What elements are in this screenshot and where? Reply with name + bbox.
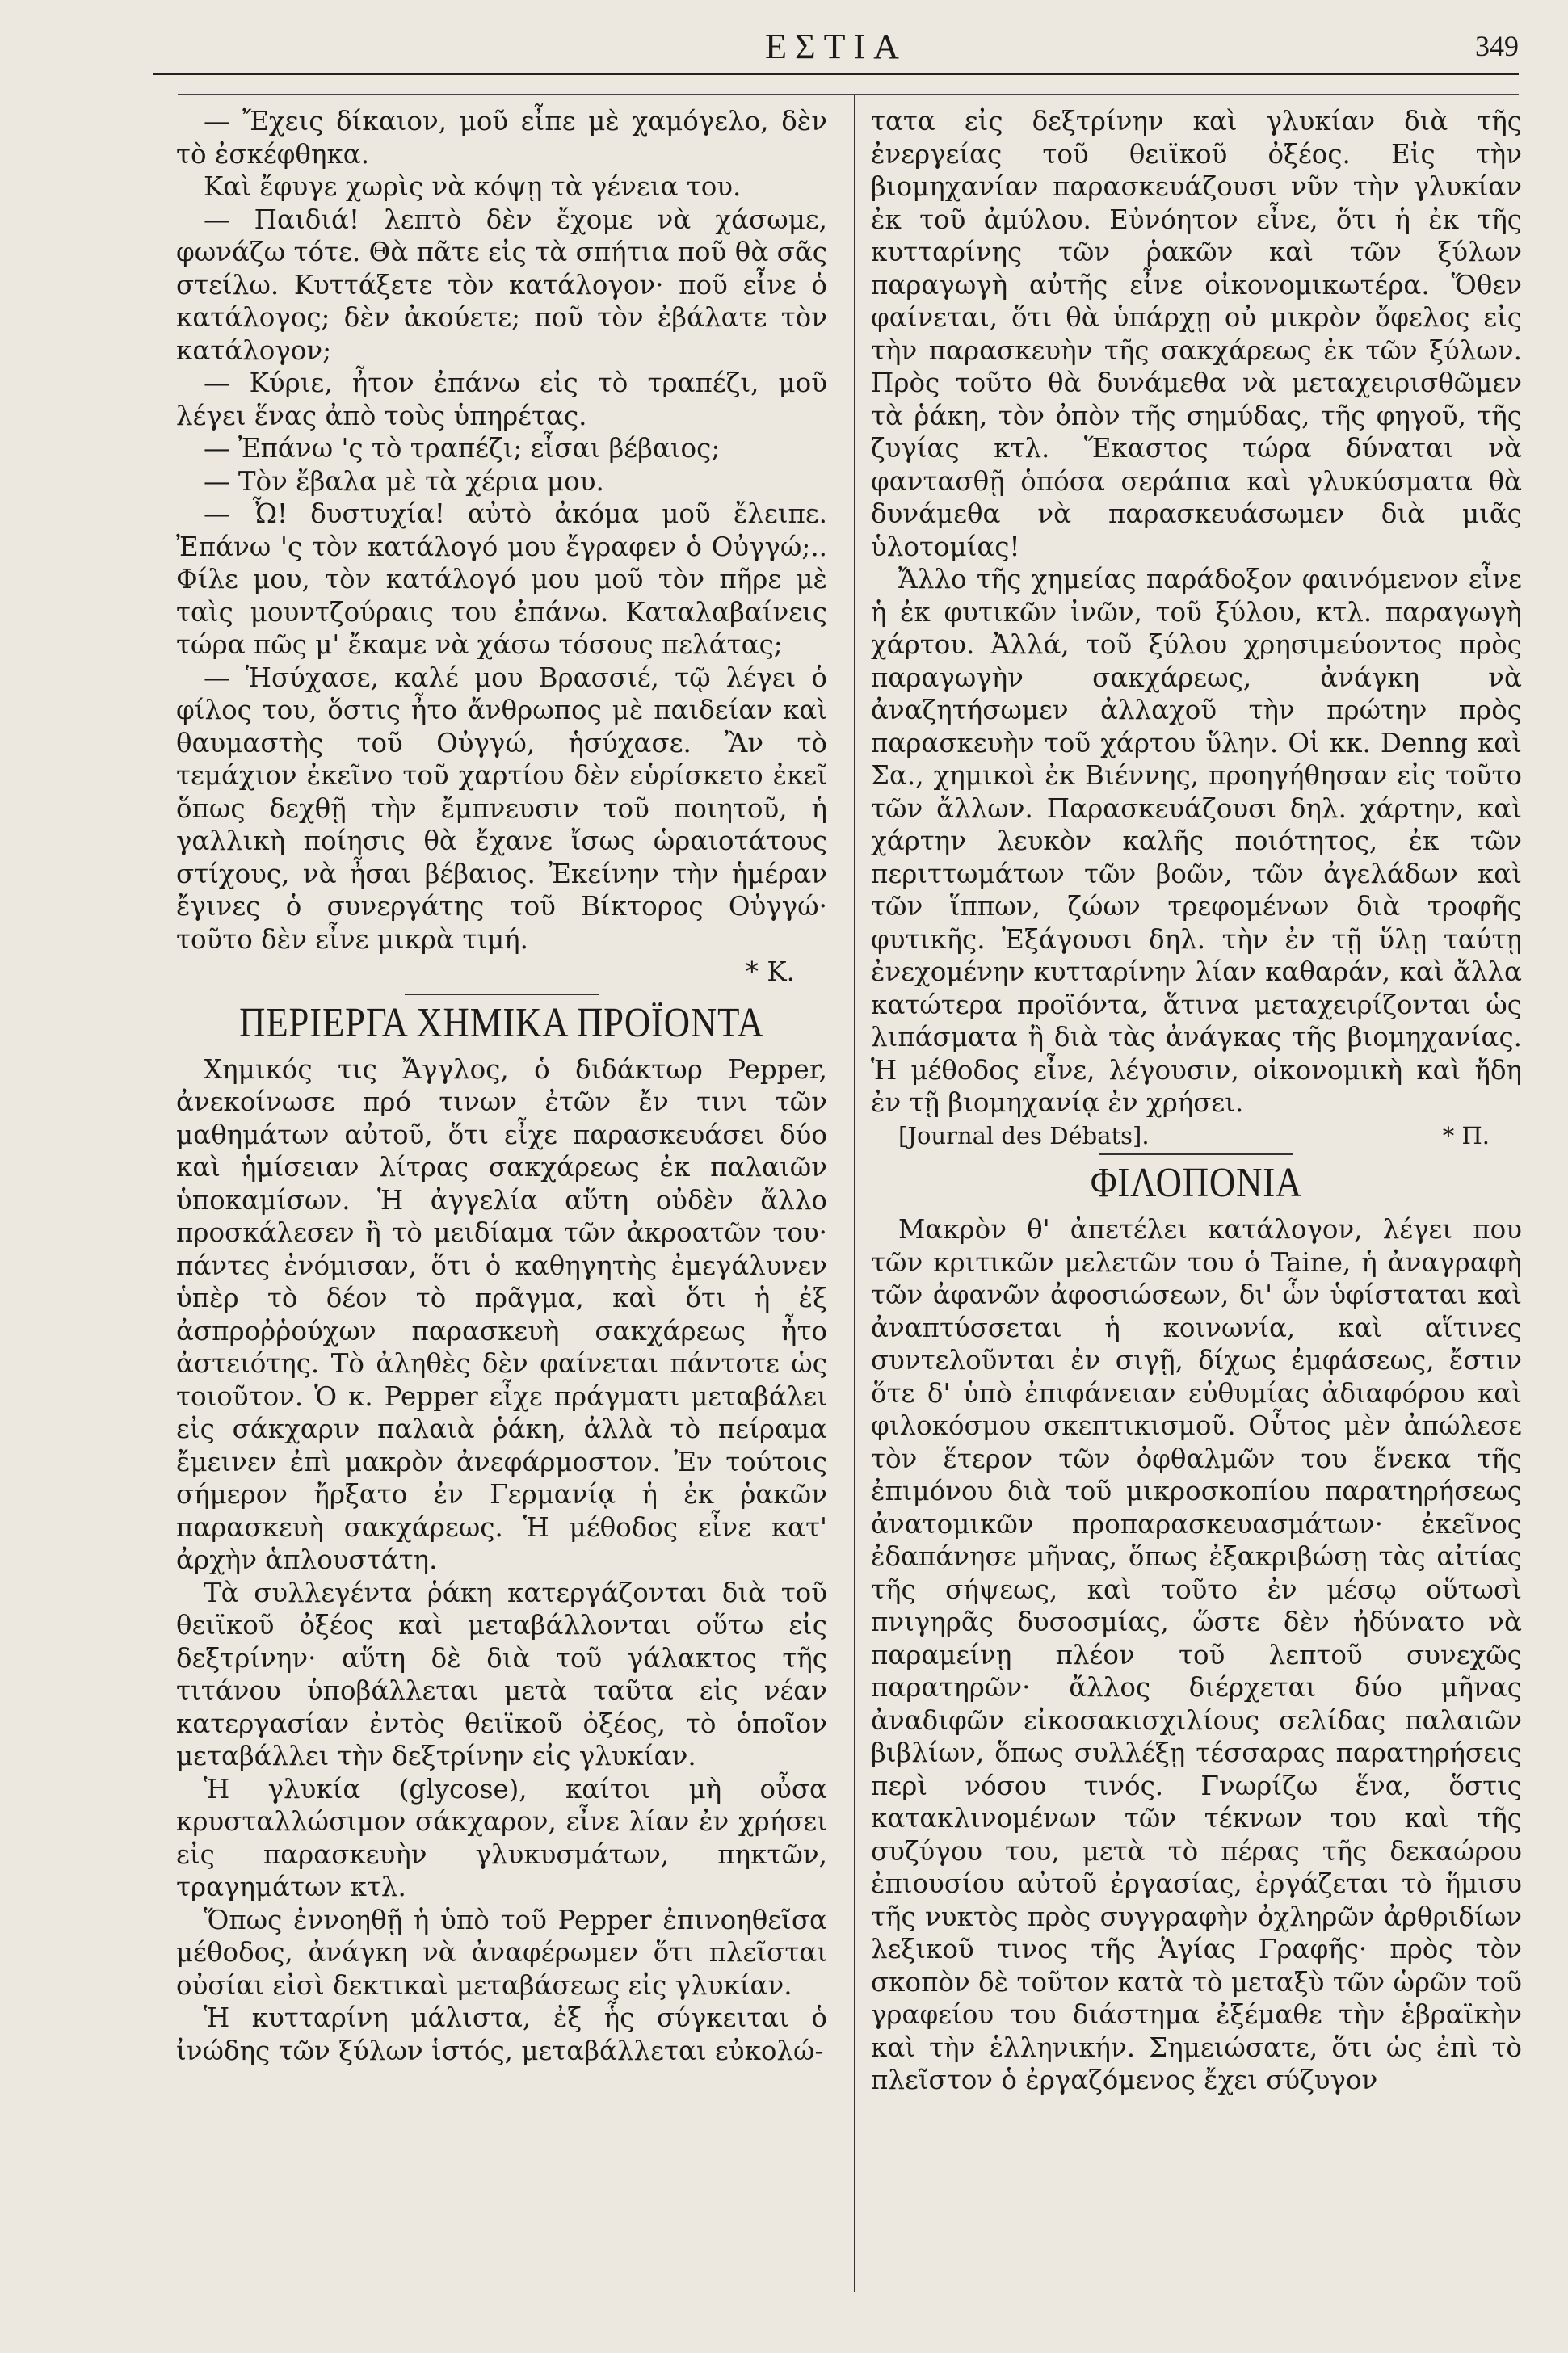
dialogue-line: — Τὸν ἔβαλα μὲ τὰ χέρια μου. bbox=[204, 465, 604, 497]
article-paragraph: Μακρὸν θ' ἀπετέλει κατάλογον, λέγει που τῶν κριτικῶν μελετῶν του ὁ Taine, ἡ ἀναγραφὴ τῶν ἀφανῶν ἀφοσιώσεων, δι' ὧν ὑφίσταται καὶ ἀναπτύσσεται ἡ κοινωνία, καὶ αἵτινες συντελοῦνται ἐν σιγῇ, δίχως ἐμφάσεως, ἔστιν ὅτε δ' ὑπὸ ἐπιφάνειαν εὐθυμίας ἀδιαφόρου καὶ φιλοκόσμου σκεπτικισμοῦ. Οὗτος μὲν ἀπώλεσε τὸν ἕτερον τῶν ὀφθαλμῶν του ἕνεκα τῆς ἐπιμόνου διὰ τοῦ μικροσκοπίου παρατηρήσεως ἀνατομικῶν προπαρασκευασμάτων· ἐκεῖνος ἐδαπάνησε μῆνας, ὅπως ἐξακριβώσῃ τὰς αἰτίας τῆς σήψεως, καὶ τοῦτο ἐν μέσῳ οὕτωσὶ πνιγηρᾶς δυσοσμίας, ὥστε δὲν ἠδύνατο νὰ παραμείνῃ πλέον τοῦ λεπτοῦ συνεχῶς παρατηρῶν· ἄλλος διέρχεται δύο μῆνας ἀναδιφῶν εἰκοσακισχιλίους σελίδας παλαιῶν βιβλίων, ὅπως συλλέξῃ τέσσαρας παρατηρήσεις περὶ νόσου τινός. Γνωρίζω ἕνα, ὅστις κατακλινομένων τῶν τέκνων του καὶ τῆς συζύγου του, μετὰ τὸ πέρας τῆς δεκαώρου ἐπιουσίου αὐτοῦ ἐργασίας, ἐργάζεται τὸ ἥμισυ τῆς νυκτὸς πρὸς συγγραφὴν ὀχληρῶν ἀρθριδίων λεξικοῦ τινος τῆς Ἁγίας Γραφῆς· πρὸς τὸν σκοπὸν δὲ τοῦτον κατὰ τὸ μεταξὺ τῶν ὡρῶν τοῦ γραφείου του διάστημα ἐξέμαθε τὴν ἑβραϊκὴν καὶ τὴν ἑλληνικήν. Σημειώσατε, ὅτι ὡς ἐπὶ τὸ πλεῖστον ὁ ἐργαζόμενος ἔχει σύζυγον bbox=[871, 1214, 1522, 2095]
column-divider bbox=[854, 95, 855, 2292]
section-separator bbox=[405, 994, 599, 995]
article-paragraph: Χημικός τις Ἄγγλος, ὁ διδάκτωρ Pepper, ἀνεκοίνωσε πρό τινων ἐτῶν ἔν τινι τῶν μαθημάτων αὐτοῦ, ὅτι εἶχε παρασκευάσει δύο καὶ ἡμίσειαν λίτρας σακχάρεως ἐκ παλαιῶν ὑποκαμίσων. Ἡ ἀγγελία αὕτη οὐδὲν ἄλλο προσκάλεσεν ἢ τὸ μειδίαμα τῶν ἀκροατῶν του· πάντες ἐνόμισαν, ὅτι ὁ καθηγητὴς ἐμεγάλυνεν ὑπὲρ τὸ δέον τὸ πρᾶγμα, καὶ ὅτι ἡ ἐξ ἀσπροῤῥούχων παρασκευὴ σακχάρεως ἦτο ἀστειότης. Τὸ ἀληθὲς δὲν φαίνεται πάντοτε ὡς τοιοῦτον. Ὁ κ. Pepper εἶχε πράγματι μεταβάλει εἰς σάκχαριν παλαιὰ ῥάκη, ἀλλὰ τὸ πείραμα ἔμεινεν ἐπὶ μακρὸν ἀνεφάρμοστον. Ἐν τούτοις σήμερον ἤρξατο ἐν Γερμανίᾳ ἡ ἐκ ῥακῶν παρασκευὴ σακχάρεως. Ἡ μέθοδος εἶνε κατ' ἀρχὴν ἁπλουστάτη. bbox=[176, 1053, 827, 1575]
journal-title: ΕΣΤΙΑ bbox=[765, 27, 907, 66]
source-label: [Journal des Débats]. bbox=[898, 1121, 1150, 1149]
dialogue-line: — Κύριε, ἦτον ἐπάνω εἰς τὸ τραπέζι, μοῦ λέγει ἕνας ἀπὸ τοὺς ὑπηρέτας. bbox=[176, 368, 827, 431]
article-paragraph: Ἡ γλυκία (glycose), καίτοι μὴ οὖσα κρυσταλλώσιμον σάκχαρον, εἶνε λίαν ἐν χρήσει εἰς παρασκευὴν γλυκυσμάτων, πηκτῶν, τραγημάτων κτλ. bbox=[176, 1773, 827, 1902]
left-column bbox=[176, 105, 827, 2067]
article-title: ΠΕΡΙΕΡΓΑ ΧΗΜΙΚΑ ΠΡΟΪΟΝΤΑ bbox=[239, 999, 764, 1046]
page-header bbox=[153, 26, 1519, 66]
article-source bbox=[871, 1120, 1522, 1153]
right-column bbox=[871, 105, 1522, 2097]
author-signature: * Π. bbox=[1442, 1121, 1490, 1149]
article-paragraph: Ἄλλο τῆς χημείας παράδοξον φαινόμενον εἶνε ἡ ἐκ φυτικῶν ἰνῶν, τοῦ ξύλου, κτλ. παραγωγὴ χάρτου. Ἀλλά, τοῦ ξύλου χρησιμεύοντος πρὸς παραγωγὴν σακχάρεως, ἀνάγκη νὰ ἀναζητήσωμεν ἀλλαχοῦ τὴν πρώτην πρὸς παρασκευὴν τοῦ χάρτου ὕλην. Οἱ κκ. Denng καὶ Σα., χημικοὶ ἐκ Βιέννης, προηγήθησαν εἰς τοῦτο τῶν ἄλλων. Παρασκευάζουσι δηλ. χάρτην, καὶ χάρτην λευκὸν καλῆς ποιότητος, ἐκ τῶν περιττωμάτων τῶν βοῶν, τῶν ἀγελάδων καὶ τῶν ἵππων, ζώων τρεφομένων διὰ τροφῆς φυτικῆς. Ἐξάγουσι δηλ. τὴν ἐν τῇ ὕλῃ ταύτῃ ἐνεχομένην κυτταρίνην λίαν καθαράν, καὶ ἄλλα κατώτερα προϊόντα, ἅτινα μεταχειρίζονται ὡς λιπάσματα ἢ διὰ τὰς ἀνάγκας τῆς βιομηχανίας. Ἡ μέθοδος εἶνε, λέγουσιν, οἰκονομικὴ καὶ ἤδη ἐν τῇ βιομηχανίᾳ ἐν χρήσει. bbox=[871, 564, 1522, 1118]
article-paragraph: Ἡ κυτταρίνη μάλιστα, ἐξ ἧς σύγκειται ὁ ἰνώδης τῶν ξύλων ἱστός, μεταβάλλεται εὐκολώ- bbox=[176, 2002, 827, 2066]
author-signature: * Κ. bbox=[745, 956, 795, 987]
dialogue-line: Καὶ ἔφυγε χωρὶς νὰ κόψῃ τὰ γένεια του. bbox=[204, 171, 742, 202]
dialogue-line: — Ἡσύχασε, καλέ μου Βρασσιέ, τῷ λέγει ὁ φίλος του, ὅστις ἦτο ἄνθρωπος μὲ παιδείαν καὶ θαυμαστὴς τοῦ Οὐγγώ, ἡσύχασε. Ἂν τὸ τεμάχιον ἐκεῖνο τοῦ χαρτίου δὲν εὑρίσκετο ἐκεῖ ὅπως δεχθῇ τὴν ἔμπνευσιν τοῦ ποιητοῦ, ἡ γαλλικὴ ποίησις θὰ ἔχανε ἴσως ὡραιοτάτους στίχους, νὰ ἦσαι βέβαιος. Ἐκείνην τὴν ἡμέραν ἔγινες ὁ συνεργάτης τοῦ Βίκτορος Οὐγγώ· τοῦτο δὲν εἶνε μικρὰ τιμή. bbox=[176, 662, 827, 955]
section-separator bbox=[1099, 1153, 1293, 1155]
article-title: ΦΙΛΟΠΟΝΙΑ bbox=[1090, 1160, 1303, 1206]
header-rule bbox=[153, 73, 1519, 75]
dialogue-line: — Ἔχεις δίκαιον, μοῦ εἶπε μὲ χαμόγελο, δὲν τὸ ἐσκέφθηκα. bbox=[176, 106, 827, 170]
article-paragraph: Τὰ συλλεγέντα ῥάκη κατεργάζονται διὰ τοῦ θειϊκοῦ ὀξέος καὶ μεταβάλλονται οὕτω εἰς δεξτρίνην· αὕτη δὲ διὰ τοῦ γάλακτος τῆς τιτάνου ὑποβάλλεται μετὰ ταῦτα εἰς νέαν κατεργασίαν ἐντὸς θειϊκοῦ ὀξέος, τὸ ὁποῖον μεταβάλλει τὴν δεξτρίνην εἰς γλυκίαν. bbox=[176, 1577, 827, 1771]
dialogue-line: — Ὦ! δυστυχία! αὐτὸ ἀκόμα μοῦ ἔλειπε. Ἐπάνω 'ς τὸν κατάλογό μου ἔγραφεν ὁ Οὐγγώ;.. Φίλε μου, τὸν κατάλογό μου μοῦ τὸν πῆρε μὲ ταὶς μουντζούραις του ἐπάνω. Καταλαβαίνεις τώρα πῶς μ' ἔκαμε νὰ χάσω τόσους πελάτας; bbox=[176, 498, 827, 660]
dialogue-line: — Ἐπάνω 'ς τὸ τραπέζι; εἶσαι βέβαιος; bbox=[204, 433, 721, 464]
article-paragraph: τατα εἰς δεξτρίνην καὶ γλυκίαν διὰ τῆς ἐνεργείας τοῦ θειϊκοῦ ὀξέος. Εἰς τὴν βιομηχανίαν παρασκευάζουσι νῦν τὴν γλυκίαν ἐκ τοῦ ἀμύλου. Εὐνόητον εἶνε, ὅτι ἡ ἐκ τῆς κυτταρίνης τῶν ῥακῶν καὶ τῶν ξύλων παραγωγὴ αὐτῆς εἶνε οἰκονομικωτέρα. Ὅθεν φαίνεται, ὅτι θὰ ὑπάρχῃ οὐ μικρὸν ὄφελος εἰς τὴν παρασκευὴν τῆς σακχάρεως ἐκ τῶν ξύλων. Πρὸς τοῦτο θὰ δυνάμεθα νὰ μεταχειρισθῶμεν τὰ ῥάκη, τὸν ὀπὸν τῆς σημύδας, τῆς φηγοῦ, τῆς ζυγίας κτλ. Ἕκαστος τώρα δύναται νὰ φαντασθῇ ὁπόσα σεράπια καὶ γλυκύσματα θὰ δυνάμεθα νὰ παρασκευάσωμεν διὰ μιᾶς ὑλοτομίας! bbox=[871, 106, 1522, 562]
header-rule-thin bbox=[178, 94, 1519, 95]
dialogue-line: — Παιδιά! λεπτὸ δὲν ἔχομε νὰ χάσωμε, φωνάζω τότε. Θὰ πᾶτε εἰς τὰ σπήτια ποῦ θὰ σᾶς στείλω. Κυττάξετε τὸν κατάλογον· ποῦ εἶνε ὁ κατάλογος; δὲν ἀκούετε; ποῦ τὸν ἐβάλατε τὸν κατάλογον; bbox=[176, 204, 827, 366]
page-number: 349 bbox=[1475, 30, 1519, 62]
article-paragraph: Ὅπως ἐννοηθῇ ἡ ὑπὸ τοῦ Pepper ἐπινοηθεῖσα μέθοδος, ἀνάγκη νὰ ἀναφέρωμεν ὅτι πλεῖσται οὐσίαι εἰσὶ δεκτικαὶ μεταβάσεως εἰς γλυκίαν. bbox=[176, 1904, 827, 2001]
